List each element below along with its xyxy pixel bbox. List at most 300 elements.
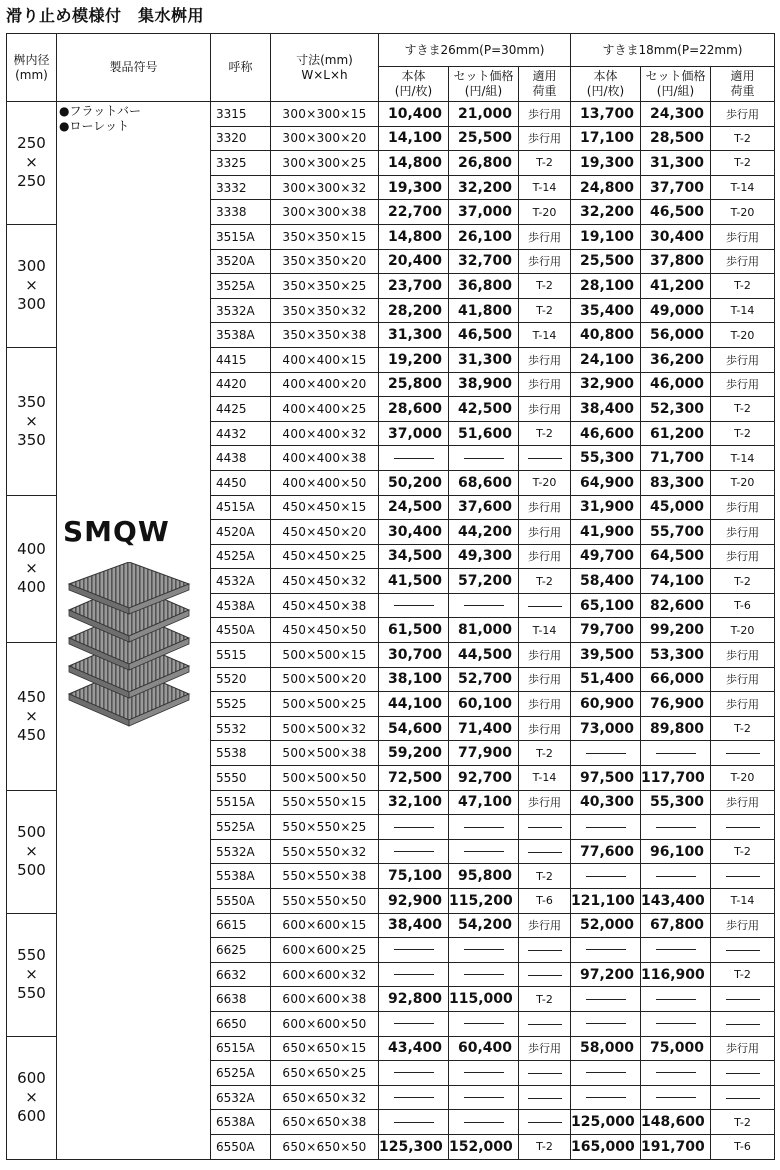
- nominal-cell: 4420: [211, 372, 271, 397]
- not-available-dash: [464, 1097, 504, 1098]
- body-price-18: [571, 938, 641, 963]
- nominal-cell: 3320: [211, 126, 271, 151]
- not-available-dash: [656, 999, 696, 1000]
- set-price-18: 64,500: [641, 544, 711, 569]
- header-nominal: 呼称: [211, 34, 271, 102]
- body-price-26: 37,000: [379, 421, 449, 446]
- nominal-cell: 6625: [211, 938, 271, 963]
- header-set-26: セット価格 (円/組): [449, 67, 519, 102]
- header-dim: 寸法(mm) W×L×h: [271, 34, 379, 102]
- grating-stack: [69, 562, 189, 726]
- nominal-cell: 5520: [211, 667, 271, 692]
- nominal-cell: 3525A: [211, 274, 271, 299]
- load-26: T-14: [519, 618, 571, 643]
- size-cell: [7, 1036, 57, 1159]
- not-available-dash: [528, 1073, 562, 1074]
- load-18: 歩行用: [711, 1036, 775, 1061]
- body-price-26: [379, 446, 449, 471]
- body-price-26: 22,700: [379, 200, 449, 225]
- set-price-26: 115,000: [449, 987, 519, 1012]
- load-18: 歩行用: [711, 102, 775, 127]
- dimension-cell: 400×400×50: [271, 470, 379, 495]
- body-price-26: 72,500: [379, 766, 449, 791]
- set-price-18: 74,100: [641, 569, 711, 594]
- body-price-18: [571, 864, 641, 889]
- body-price-18: 49,700: [571, 544, 641, 569]
- body-price-26: 20,400: [379, 249, 449, 274]
- size-text: 450: [17, 687, 46, 706]
- size-text: ×: [25, 153, 38, 172]
- load-26: [519, 593, 571, 618]
- nominal-cell: 3532A: [211, 298, 271, 323]
- load-26: T-2: [519, 864, 571, 889]
- body-price-26: 30,400: [379, 520, 449, 545]
- set-price-18: [641, 815, 711, 840]
- set-price-26: 54,200: [449, 913, 519, 938]
- body-price-18: 32,900: [571, 372, 641, 397]
- body-price-26: [379, 839, 449, 864]
- body-price-18: 64,900: [571, 470, 641, 495]
- load-18: T-2: [711, 716, 775, 741]
- set-price-26: 71,400: [449, 716, 519, 741]
- nominal-cell: 5550A: [211, 889, 271, 914]
- header-body-18: 本体 (円/枚): [571, 67, 641, 102]
- body-price-26: 92,900: [379, 889, 449, 914]
- dimension-cell: 350×350×38: [271, 323, 379, 348]
- load-26: T-2: [519, 569, 571, 594]
- body-price-26: [379, 1085, 449, 1110]
- nominal-cell: 5550: [211, 766, 271, 791]
- nominal-cell: 4425: [211, 397, 271, 422]
- body-price-26: 54,600: [379, 716, 449, 741]
- set-price-18: 117,700: [641, 766, 711, 791]
- not-available-dash: [394, 974, 434, 975]
- load-18: 歩行用: [711, 643, 775, 668]
- not-available-dash: [464, 1023, 504, 1024]
- load-26: T-2: [519, 274, 571, 299]
- set-price-18: 36,200: [641, 347, 711, 372]
- body-price-18: 121,100: [571, 889, 641, 914]
- not-available-dash: [394, 1097, 434, 1098]
- load-26: T-20: [519, 200, 571, 225]
- set-price-26: [449, 839, 519, 864]
- dimension-cell: 400×400×38: [271, 446, 379, 471]
- dimension-cell: 500×500×25: [271, 692, 379, 717]
- load-18: T-14: [711, 175, 775, 200]
- set-price-26: 60,100: [449, 692, 519, 717]
- load-26: T-2: [519, 987, 571, 1012]
- body-price-18: 19,300: [571, 151, 641, 176]
- set-price-18: [641, 1085, 711, 1110]
- product-cell: [57, 102, 211, 1160]
- table-row: [7, 102, 775, 127]
- not-available-dash: [656, 1097, 696, 1098]
- grating-product-image: [59, 562, 199, 732]
- set-price-18: [641, 987, 711, 1012]
- body-price-18: 97,500: [571, 766, 641, 791]
- body-price-18: 60,900: [571, 692, 641, 717]
- not-available-dash: [586, 1097, 626, 1098]
- nominal-cell: 5532: [211, 716, 271, 741]
- body-price-18: 40,300: [571, 790, 641, 815]
- size-text: 350: [17, 430, 46, 449]
- size-text: 250: [17, 134, 46, 153]
- set-price-26: 68,600: [449, 470, 519, 495]
- set-price-26: 47,100: [449, 790, 519, 815]
- header-body-26: 本体 (円/枚): [379, 67, 449, 102]
- size-text: 600: [17, 1107, 46, 1126]
- not-available-dash: [394, 851, 434, 852]
- page-title: 滑り止め模様付 集水桝用: [6, 6, 205, 25]
- not-available-dash: [464, 1072, 504, 1073]
- price-table: [6, 33, 775, 1160]
- nominal-cell: 3338: [211, 200, 271, 225]
- load-18: [711, 741, 775, 766]
- body-price-26: 41,500: [379, 569, 449, 594]
- dimension-cell: 650×650×15: [271, 1036, 379, 1061]
- set-price-26: [449, 1011, 519, 1036]
- nominal-cell: 4525A: [211, 544, 271, 569]
- set-price-26: 44,200: [449, 520, 519, 545]
- set-price-26: 152,000: [449, 1134, 519, 1159]
- feature-knurl: ●ローレット: [59, 119, 130, 133]
- load-26: 歩行用: [519, 102, 571, 127]
- nominal-cell: 5525A: [211, 815, 271, 840]
- body-price-18: 97,200: [571, 962, 641, 987]
- body-price-18: 24,100: [571, 347, 641, 372]
- nominal-cell: 6515A: [211, 1036, 271, 1061]
- body-price-26: 14,100: [379, 126, 449, 151]
- dimension-cell: 450×450×15: [271, 495, 379, 520]
- size-text: 350: [17, 392, 46, 411]
- load-18: [711, 1085, 775, 1110]
- body-price-18: 165,000: [571, 1134, 641, 1159]
- body-price-26: 50,200: [379, 470, 449, 495]
- load-26: 歩行用: [519, 716, 571, 741]
- load-18: 歩行用: [711, 224, 775, 249]
- set-price-18: 89,800: [641, 716, 711, 741]
- not-available-dash: [586, 949, 626, 950]
- load-26: T-2: [519, 151, 571, 176]
- not-available-dash: [586, 827, 626, 828]
- body-price-18: 46,600: [571, 421, 641, 446]
- header-gap18: すきま18mm(P=22mm): [571, 34, 775, 67]
- nominal-cell: 4438: [211, 446, 271, 471]
- set-price-26: 26,800: [449, 151, 519, 176]
- size-cell: [7, 224, 57, 347]
- dimension-cell: 550×550×25: [271, 815, 379, 840]
- set-price-18: 75,000: [641, 1036, 711, 1061]
- load-18: 歩行用: [711, 347, 775, 372]
- not-available-dash: [586, 1023, 626, 1024]
- size-text: ×: [25, 276, 38, 295]
- dimension-cell: 650×650×50: [271, 1134, 379, 1159]
- load-26: 歩行用: [519, 397, 571, 422]
- set-price-26: [449, 962, 519, 987]
- size-text: ×: [25, 1088, 38, 1107]
- set-price-26: 25,500: [449, 126, 519, 151]
- load-26: [519, 962, 571, 987]
- load-18: T-2: [711, 151, 775, 176]
- not-available-dash: [464, 605, 504, 606]
- body-price-18: 13,700: [571, 102, 641, 127]
- load-26: T-14: [519, 766, 571, 791]
- dimension-cell: 300×300×32: [271, 175, 379, 200]
- body-price-26: 14,800: [379, 224, 449, 249]
- load-18: T-2: [711, 397, 775, 422]
- set-price-18: 46,000: [641, 372, 711, 397]
- load-26: 歩行用: [519, 495, 571, 520]
- not-available-dash: [528, 852, 562, 853]
- not-available-dash: [656, 753, 696, 754]
- set-price-26: 37,000: [449, 200, 519, 225]
- dimension-cell: 550×550×50: [271, 889, 379, 914]
- size-cell: [7, 102, 57, 225]
- body-price-18: 125,000: [571, 1110, 641, 1135]
- set-price-26: 95,800: [449, 864, 519, 889]
- nominal-cell: 3315: [211, 102, 271, 127]
- nominal-cell: 4520A: [211, 520, 271, 545]
- nominal-cell: 4532A: [211, 569, 271, 594]
- not-available-dash: [394, 1023, 434, 1024]
- dimension-cell: 400×400×20: [271, 372, 379, 397]
- not-available-dash: [528, 1122, 562, 1123]
- body-price-26: [379, 1061, 449, 1086]
- set-price-26: 41,800: [449, 298, 519, 323]
- load-18: [711, 1011, 775, 1036]
- load-18: T-6: [711, 1134, 775, 1159]
- load-26: [519, 1085, 571, 1110]
- nominal-cell: 5515: [211, 643, 271, 668]
- set-price-18: [641, 1061, 711, 1086]
- size-text: ×: [25, 411, 38, 430]
- body-price-26: 19,200: [379, 347, 449, 372]
- dimension-cell: 600×600×15: [271, 913, 379, 938]
- load-26: 歩行用: [519, 790, 571, 815]
- set-price-26: [449, 593, 519, 618]
- size-text: 300: [17, 257, 46, 276]
- header-gap26: すきま26mm(P=30mm): [379, 34, 571, 67]
- nominal-cell: 3520A: [211, 249, 271, 274]
- body-price-26: 25,800: [379, 372, 449, 397]
- nominal-cell: 5515A: [211, 790, 271, 815]
- body-price-18: 32,200: [571, 200, 641, 225]
- body-price-18: 55,300: [571, 446, 641, 471]
- load-18: 歩行用: [711, 249, 775, 274]
- set-price-26: 26,100: [449, 224, 519, 249]
- load-18: T-2: [711, 126, 775, 151]
- load-18: T-20: [711, 323, 775, 348]
- body-price-26: 31,300: [379, 323, 449, 348]
- size-text: 450: [17, 725, 46, 744]
- not-available-dash: [464, 974, 504, 975]
- body-price-26: [379, 962, 449, 987]
- load-26: T-2: [519, 741, 571, 766]
- not-available-dash: [586, 753, 626, 754]
- set-price-18: [641, 741, 711, 766]
- size-text: 500: [17, 823, 46, 842]
- size-text: ×: [25, 965, 38, 984]
- header-load-26: 適用 荷重: [519, 67, 571, 102]
- load-18: 歩行用: [711, 692, 775, 717]
- not-available-dash: [656, 876, 696, 877]
- load-26: 歩行用: [519, 372, 571, 397]
- set-price-18: 55,300: [641, 790, 711, 815]
- body-price-26: 44,100: [379, 692, 449, 717]
- set-price-18: 53,300: [641, 643, 711, 668]
- nominal-cell: 5538: [211, 741, 271, 766]
- nominal-cell: 4432: [211, 421, 271, 446]
- nominal-cell: 4538A: [211, 593, 271, 618]
- load-18: 歩行用: [711, 790, 775, 815]
- dimension-cell: 450×450×25: [271, 544, 379, 569]
- body-price-18: [571, 815, 641, 840]
- load-18: 歩行用: [711, 372, 775, 397]
- size-text: 500: [17, 861, 46, 880]
- load-18: 歩行用: [711, 520, 775, 545]
- header-set-18: セット価格 (円/組): [641, 67, 711, 102]
- nominal-cell: 4515A: [211, 495, 271, 520]
- body-price-26: 38,400: [379, 913, 449, 938]
- dimension-cell: 450×450×50: [271, 618, 379, 643]
- not-available-dash: [726, 1098, 760, 1099]
- set-price-26: 37,600: [449, 495, 519, 520]
- load-18: T-14: [711, 446, 775, 471]
- dimension-cell: 550×550×15: [271, 790, 379, 815]
- set-price-26: 46,500: [449, 323, 519, 348]
- set-price-18: 83,300: [641, 470, 711, 495]
- dimension-cell: 500×500×20: [271, 667, 379, 692]
- not-available-dash: [394, 1072, 434, 1073]
- load-26: 歩行用: [519, 643, 571, 668]
- dimension-cell: 650×650×25: [271, 1061, 379, 1086]
- load-26: [519, 839, 571, 864]
- load-18: T-14: [711, 298, 775, 323]
- set-price-26: [449, 815, 519, 840]
- size-text: ×: [25, 559, 38, 578]
- set-price-26: [449, 1110, 519, 1135]
- body-price-26: 43,400: [379, 1036, 449, 1061]
- nominal-cell: 5525: [211, 692, 271, 717]
- set-price-18: [641, 1011, 711, 1036]
- not-available-dash: [726, 950, 760, 951]
- set-price-26: 52,700: [449, 667, 519, 692]
- not-available-dash: [464, 851, 504, 852]
- load-18: T-20: [711, 470, 775, 495]
- set-price-18: 82,600: [641, 593, 711, 618]
- set-price-26: 42,500: [449, 397, 519, 422]
- load-18: T-2: [711, 569, 775, 594]
- size-text: 550: [17, 984, 46, 1003]
- set-price-26: 77,900: [449, 741, 519, 766]
- not-available-dash: [464, 949, 504, 950]
- body-price-26: 24,500: [379, 495, 449, 520]
- dimension-cell: 300×300×25: [271, 151, 379, 176]
- set-price-18: 99,200: [641, 618, 711, 643]
- set-price-18: 96,100: [641, 839, 711, 864]
- size-text: ×: [25, 842, 38, 861]
- dimension-cell: 500×500×50: [271, 766, 379, 791]
- set-price-18: [641, 864, 711, 889]
- dimension-cell: 300×300×20: [271, 126, 379, 151]
- dimension-cell: 500×500×38: [271, 741, 379, 766]
- body-price-18: 24,800: [571, 175, 641, 200]
- body-price-26: 10,400: [379, 102, 449, 127]
- not-available-dash: [394, 1122, 434, 1123]
- body-price-26: 14,800: [379, 151, 449, 176]
- load-26: 歩行用: [519, 520, 571, 545]
- body-price-26: [379, 938, 449, 963]
- load-18: [711, 864, 775, 889]
- load-26: 歩行用: [519, 224, 571, 249]
- load-18: 歩行用: [711, 667, 775, 692]
- load-26: T-14: [519, 175, 571, 200]
- not-available-dash: [528, 1024, 562, 1025]
- set-price-26: [449, 1085, 519, 1110]
- body-price-26: [379, 1110, 449, 1135]
- not-available-dash: [726, 999, 760, 1000]
- dimension-cell: 450×450×38: [271, 593, 379, 618]
- set-price-18: 55,700: [641, 520, 711, 545]
- dimension-cell: 450×450×32: [271, 569, 379, 594]
- load-18: [711, 987, 775, 1012]
- set-price-18: 143,400: [641, 889, 711, 914]
- load-26: 歩行用: [519, 913, 571, 938]
- set-price-26: 31,300: [449, 347, 519, 372]
- set-price-26: 92,700: [449, 766, 519, 791]
- body-price-18: 19,100: [571, 224, 641, 249]
- body-price-18: [571, 741, 641, 766]
- nominal-cell: 6550A: [211, 1134, 271, 1159]
- body-price-26: 19,300: [379, 175, 449, 200]
- not-available-dash: [464, 458, 504, 459]
- header-load-18: 適用 荷重: [711, 67, 775, 102]
- body-price-18: [571, 1061, 641, 1086]
- body-price-26: [379, 815, 449, 840]
- set-price-26: [449, 446, 519, 471]
- not-available-dash: [394, 827, 434, 828]
- not-available-dash: [586, 1072, 626, 1073]
- load-18: 歩行用: [711, 495, 775, 520]
- set-price-18: 37,700: [641, 175, 711, 200]
- set-price-18: 191,700: [641, 1134, 711, 1159]
- nominal-cell: 5538A: [211, 864, 271, 889]
- nominal-cell: 3515A: [211, 224, 271, 249]
- set-price-18: 148,600: [641, 1110, 711, 1135]
- dimension-cell: 600×600×38: [271, 987, 379, 1012]
- nominal-cell: 4450: [211, 470, 271, 495]
- body-price-18: 38,400: [571, 397, 641, 422]
- dimension-cell: 350×350×32: [271, 298, 379, 323]
- load-18: T-2: [711, 962, 775, 987]
- dimension-cell: 500×500×15: [271, 643, 379, 668]
- size-text: 400: [17, 578, 46, 597]
- load-26: T-2: [519, 421, 571, 446]
- body-price-18: 77,600: [571, 839, 641, 864]
- size-cell: [7, 790, 57, 913]
- body-price-18: 41,900: [571, 520, 641, 545]
- set-price-26: 60,400: [449, 1036, 519, 1061]
- not-available-dash: [394, 458, 434, 459]
- set-price-18: 66,000: [641, 667, 711, 692]
- body-price-18: 73,000: [571, 716, 641, 741]
- not-available-dash: [528, 1098, 562, 1099]
- nominal-cell: 6638: [211, 987, 271, 1012]
- table-header: [7, 34, 775, 102]
- body-price-18: [571, 1085, 641, 1110]
- not-available-dash: [528, 950, 562, 951]
- dimension-cell: 550×550×32: [271, 839, 379, 864]
